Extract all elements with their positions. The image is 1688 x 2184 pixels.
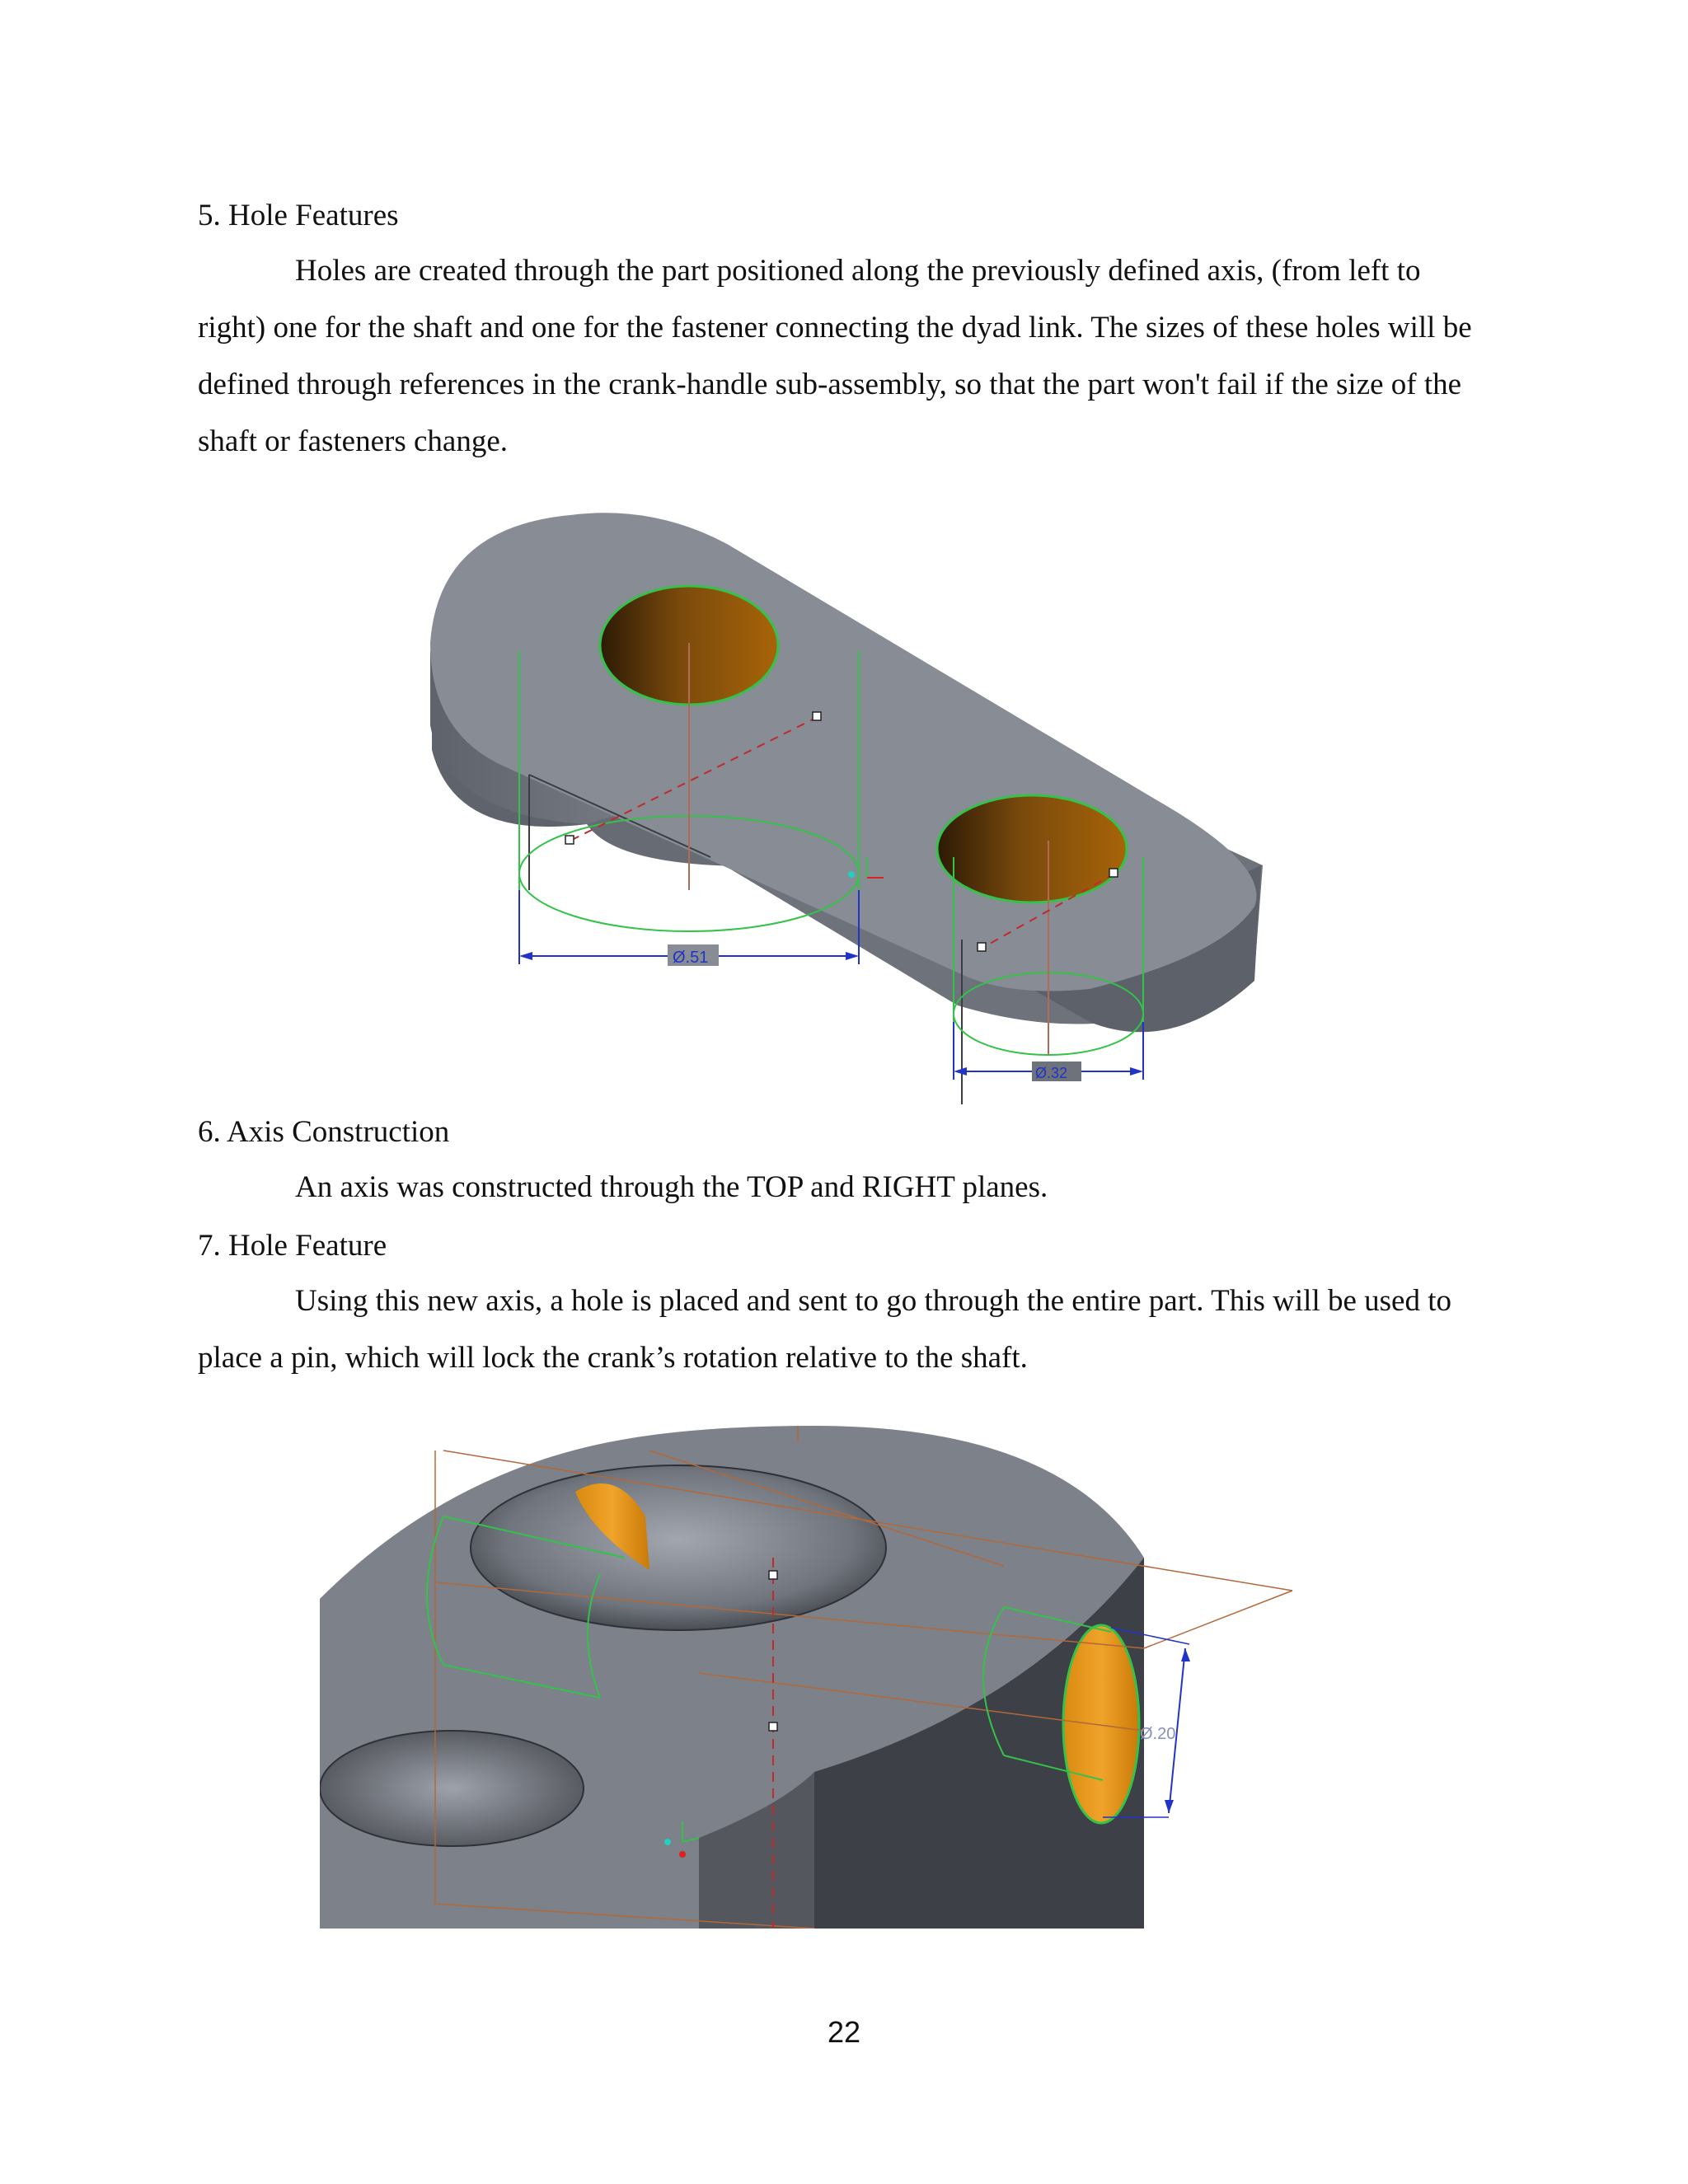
paragraph: Holes are created through the part positioned along the previously defined axis, (from left to right) one for the shaft and one for the fastener connecting the dyad link. The sizes of these holes will be defined through references in the crank-handle sub-assembly, so that the part won't fail if the size of the shaft or fasteners change. bbox=[198, 254, 1472, 458]
section-body-hole-feature bbox=[198, 1272, 1492, 1386]
crank-holes-render bbox=[381, 478, 1287, 1113]
pin-hole bbox=[1063, 1625, 1139, 1823]
paragraph: An axis was constructed through the TOP and RIGHT planes. bbox=[295, 1170, 1048, 1204]
pin-hole-render bbox=[320, 1393, 1342, 1929]
paragraph: Using this new axis, a hole is placed and sent to go through the entire part. This will be used to place a pin, which will lock the crank’s rotation relative to the shaft. bbox=[198, 1284, 1452, 1375]
section-heading-hole-feature: 7. Hole Feature bbox=[198, 1229, 387, 1263]
section-heading-axis-construction: 6. Axis Construction bbox=[198, 1115, 450, 1149]
left-bore bbox=[320, 1731, 584, 1846]
figure-crank-holes bbox=[381, 478, 1287, 1113]
section-body-hole-features bbox=[198, 242, 1492, 470]
small-hole bbox=[937, 795, 1127, 902]
figure-pin-hole bbox=[320, 1393, 1342, 1929]
large-hole-dimension-label: Ø.51 bbox=[673, 949, 709, 967]
section-body-axis-construction bbox=[198, 1159, 1492, 1216]
small-hole-dimension-label: Ø.32 bbox=[1035, 1065, 1068, 1081]
section-heading-hole-features: 5. Hole Features bbox=[198, 199, 399, 232]
pin-hole-dimension-label: Ø.20 bbox=[1140, 1725, 1176, 1743]
page-number: 22 bbox=[827, 2015, 861, 2049]
